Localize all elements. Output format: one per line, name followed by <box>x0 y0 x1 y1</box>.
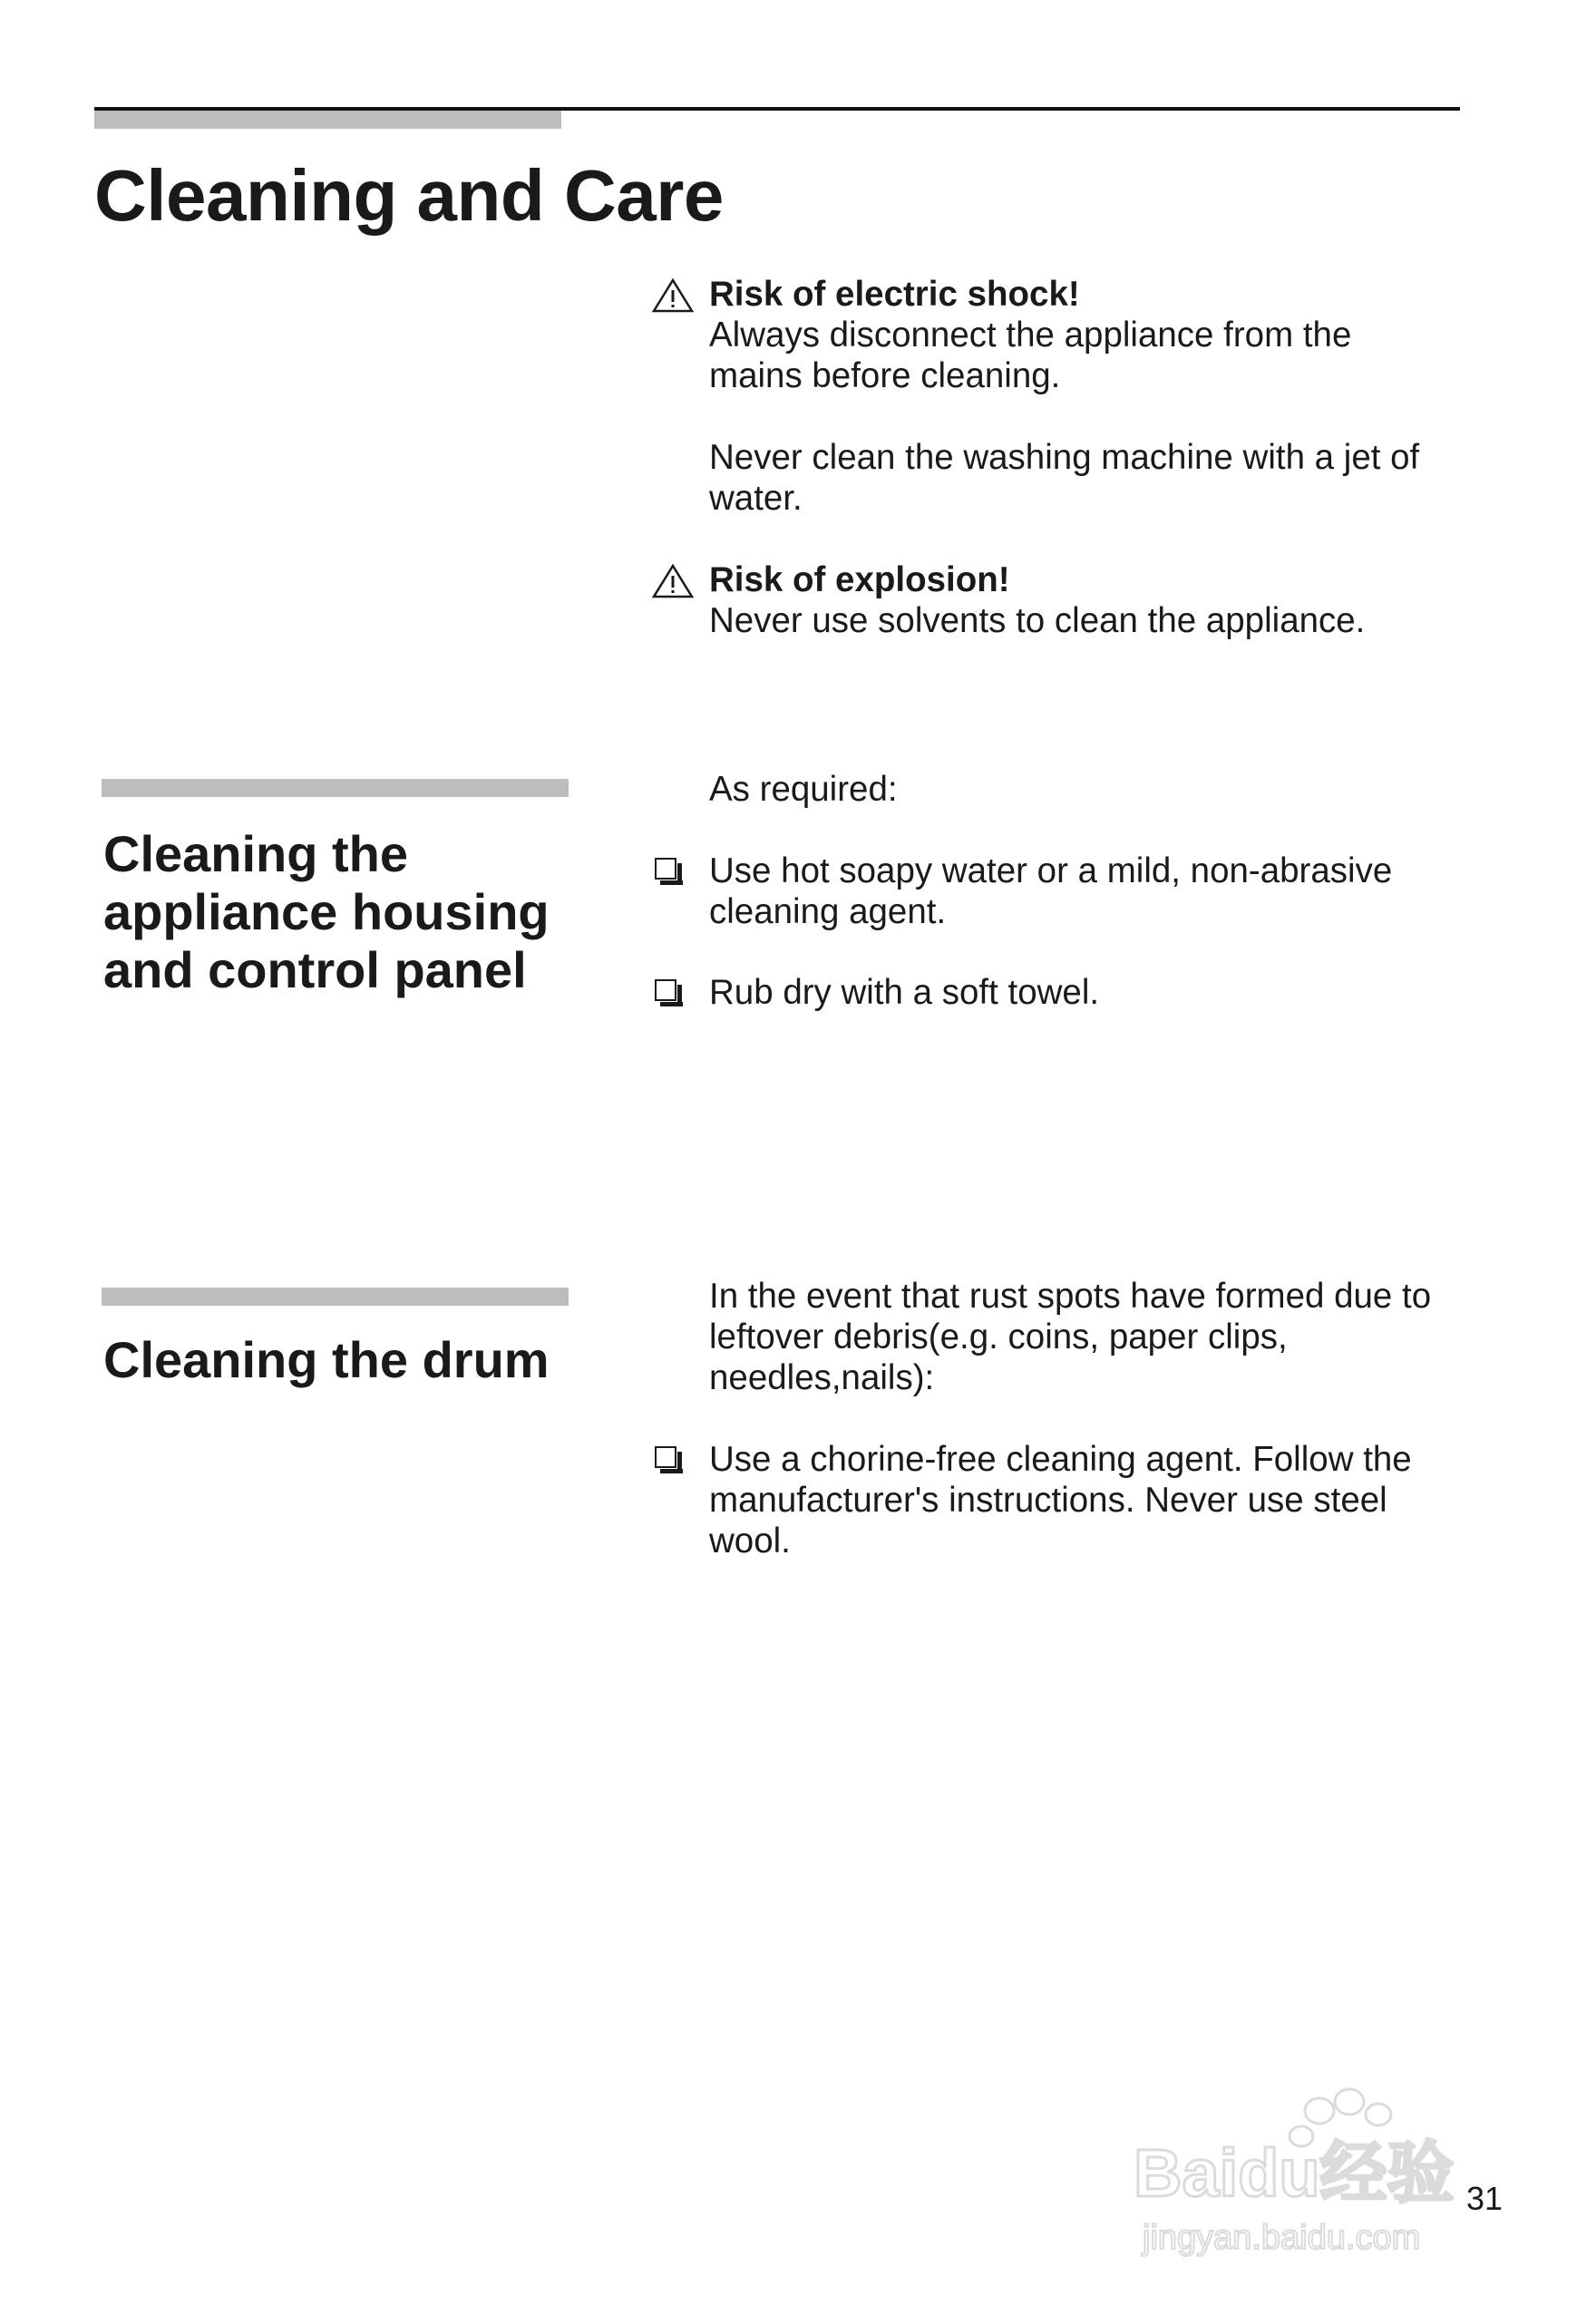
intro-text: In the event that rust spots have formed due to leftover debris(e.g. coins, paper clips, needles,nails): <box>709 1277 1432 1397</box>
warning-text: Never clean the washing machine with a jet of water. <box>709 438 1420 518</box>
baidu-jingyan-watermark <box>1124 2076 1505 2258</box>
intro-text: As required: <box>709 770 898 809</box>
section-accent-bar <box>102 1288 569 1306</box>
warning-explosion <box>709 559 1471 641</box>
warning-heading: Risk of electric shock! <box>709 275 1080 314</box>
section-heading: Cleaning the drum <box>103 1331 550 1388</box>
svg-text:Baidu经验: Baidu经验 <box>1134 2135 1455 2211</box>
warning-heading: Risk of explosion! <box>709 560 1010 599</box>
warning-electric-shock <box>709 274 1471 519</box>
section-intro <box>709 769 1471 810</box>
checkbox-bullet-icon <box>655 858 676 880</box>
title-accent-bar <box>94 111 561 129</box>
warning-triangle-icon <box>651 563 695 599</box>
checkbox-bullet-icon <box>655 1446 676 1468</box>
warning-triangle-icon <box>651 277 695 314</box>
step-text: Use hot soapy water or a mild, non-abrasive cleaning agent. <box>709 851 1393 931</box>
page-number: 31 <box>1466 2180 1504 2217</box>
section-accent-bar <box>102 779 569 797</box>
section-intro <box>709 1276 1462 1398</box>
page-title: Cleaning and Care <box>94 155 724 236</box>
list-item <box>709 851 1453 932</box>
step-text: Rub dry with a soft towel. <box>709 973 1100 1012</box>
warning-text: Always disconnect the appliance from the mains before cleaning. <box>709 316 1352 395</box>
warning-text: Never use solvents to clean the appliance. <box>709 601 1366 640</box>
section-heading: Cleaning the appliance housing and control panel <box>103 825 550 998</box>
list-item <box>709 972 1471 1013</box>
list-item <box>709 1439 1453 1561</box>
svg-text:jingyan.baidu.com: jingyan.baidu.com <box>1143 2219 1421 2257</box>
checkbox-bullet-icon <box>655 979 676 1001</box>
step-text: Use a chorine-free cleaning agent. Follow the manufacturer's instructions. Never use steel wool. <box>709 1440 1412 1560</box>
